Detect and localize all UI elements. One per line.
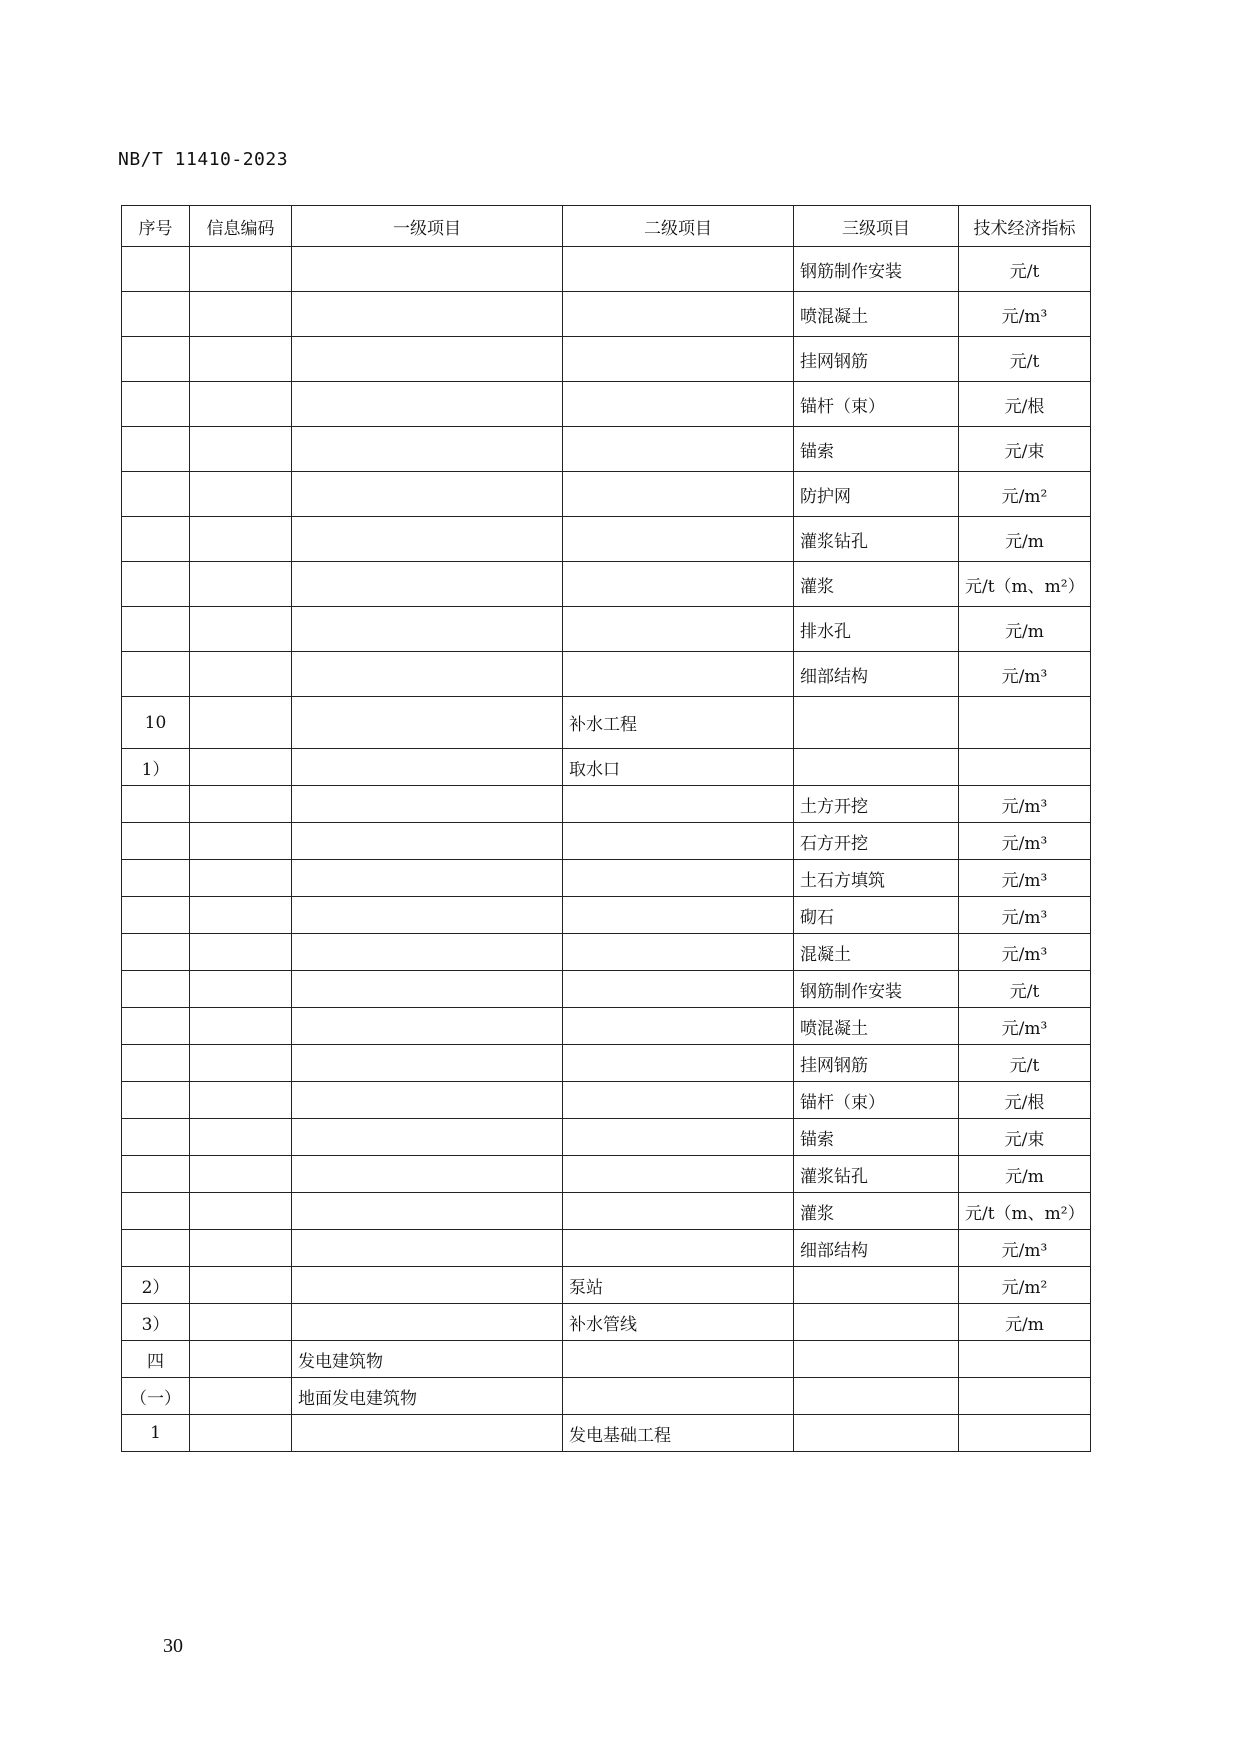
column-header-info-code: 信息编码 [190, 206, 292, 247]
cell-level1-item [292, 1230, 563, 1267]
table-row [122, 1045, 1091, 1082]
cell-seq-no: 四 [122, 1341, 190, 1378]
economic-indicator-table [121, 205, 1091, 1452]
table-row [122, 1082, 1091, 1119]
cell-level1-item [292, 749, 563, 786]
cell-tech-econ-indicator: 元/m³ [959, 1230, 1091, 1267]
cell-level2-item: 取水口 [563, 749, 794, 786]
cell-tech-econ-indicator: 元/t [959, 971, 1091, 1008]
cell-info-code [190, 1378, 292, 1415]
cell-level1-item [292, 1082, 563, 1119]
cell-seq-no [122, 517, 190, 562]
table-row [122, 1156, 1091, 1193]
cell-tech-econ-indicator: 元/m [959, 1304, 1091, 1341]
cell-level1-item [292, 472, 563, 517]
page-number: 30 [163, 1635, 183, 1657]
cell-seq-no [122, 562, 190, 607]
table-row [122, 1267, 1091, 1304]
cell-seq-no [122, 1119, 190, 1156]
cell-level3-item: 灌浆 [794, 1193, 959, 1230]
cell-level3-item: 防护网 [794, 472, 959, 517]
cell-level3-item: 灌浆 [794, 562, 959, 607]
cell-level3-item: 挂网钢筋 [794, 1045, 959, 1082]
cell-info-code [190, 749, 292, 786]
cell-tech-econ-indicator: 元/m³ [959, 860, 1091, 897]
cell-level3-item [794, 749, 959, 786]
cell-seq-no: 1） [122, 749, 190, 786]
cell-level3-item [794, 1378, 959, 1415]
cell-level1-item [292, 247, 563, 292]
cell-tech-econ-indicator: 元/束 [959, 1119, 1091, 1156]
cell-level3-item: 喷混凝土 [794, 1008, 959, 1045]
cell-tech-econ-indicator: 元/束 [959, 427, 1091, 472]
cell-level3-item: 土方开挖 [794, 786, 959, 823]
cell-info-code [190, 472, 292, 517]
cell-info-code [190, 786, 292, 823]
cell-level3-item [794, 1304, 959, 1341]
cell-tech-econ-indicator [959, 697, 1091, 749]
cell-tech-econ-indicator [959, 1415, 1091, 1452]
cell-level3-item: 锚杆（束） [794, 382, 959, 427]
cell-tech-econ-indicator: 元/m³ [959, 292, 1091, 337]
cell-level3-item [794, 1341, 959, 1378]
cell-tech-econ-indicator: 元/m³ [959, 934, 1091, 971]
cell-info-code [190, 1193, 292, 1230]
cell-level1-item [292, 562, 563, 607]
cell-level1-item [292, 1156, 563, 1193]
cell-level1-item [292, 607, 563, 652]
cell-level3-item: 排水孔 [794, 607, 959, 652]
cell-level1-item [292, 652, 563, 697]
cell-level2-item [563, 934, 794, 971]
cell-tech-econ-indicator: 元/t [959, 337, 1091, 382]
cell-tech-econ-indicator: 元/m³ [959, 823, 1091, 860]
cell-info-code [190, 427, 292, 472]
cell-info-code [190, 562, 292, 607]
cell-level3-item: 钢筋制作安装 [794, 971, 959, 1008]
cell-level2-item [563, 1119, 794, 1156]
cell-level2-item [563, 1082, 794, 1119]
cell-seq-no: 1 [122, 1415, 190, 1452]
cell-level1-item [292, 971, 563, 1008]
cell-level1-item [292, 1193, 563, 1230]
cell-seq-no [122, 292, 190, 337]
cell-level2-item [563, 427, 794, 472]
cell-seq-no [122, 652, 190, 697]
cell-tech-econ-indicator: 元/t [959, 247, 1091, 292]
cell-level3-item: 细部结构 [794, 1230, 959, 1267]
cell-level2-item [563, 823, 794, 860]
cell-level3-item [794, 1267, 959, 1304]
cell-info-code [190, 1341, 292, 1378]
cell-seq-no [122, 1230, 190, 1267]
cell-level3-item: 灌浆钻孔 [794, 1156, 959, 1193]
cell-level2-item [563, 1156, 794, 1193]
table-row [122, 652, 1091, 697]
cell-level3-item: 锚杆（束） [794, 1082, 959, 1119]
cell-level2-item [563, 1008, 794, 1045]
cell-level3-item [794, 1415, 959, 1452]
cell-tech-econ-indicator: 元/t [959, 1045, 1091, 1082]
cell-level3-item: 挂网钢筋 [794, 337, 959, 382]
cell-seq-no [122, 1008, 190, 1045]
cell-level2-item [563, 292, 794, 337]
cell-info-code [190, 1008, 292, 1045]
table-row [122, 934, 1091, 971]
table-row [122, 697, 1091, 749]
cell-seq-no [122, 860, 190, 897]
cell-seq-no [122, 823, 190, 860]
cell-info-code [190, 1082, 292, 1119]
column-header-tech-econ-indicator: 技术经济指标 [959, 206, 1091, 247]
cell-level1-item: 地面发电建筑物 [292, 1378, 563, 1415]
cell-info-code [190, 823, 292, 860]
cell-level2-item [563, 1378, 794, 1415]
cell-level1-item [292, 1045, 563, 1082]
cell-level1-item [292, 897, 563, 934]
cell-level2-item: 发电基础工程 [563, 1415, 794, 1452]
cell-level1-item [292, 337, 563, 382]
table-row [122, 897, 1091, 934]
cell-seq-no [122, 934, 190, 971]
cell-info-code [190, 247, 292, 292]
cell-seq-no [122, 247, 190, 292]
cell-seq-no [122, 607, 190, 652]
cell-tech-econ-indicator: 元/根 [959, 382, 1091, 427]
table-row [122, 427, 1091, 472]
cell-seq-no: 3） [122, 1304, 190, 1341]
table-row [122, 472, 1091, 517]
cell-level3-item: 锚索 [794, 427, 959, 472]
cell-level1-item [292, 697, 563, 749]
cell-level2-item [563, 971, 794, 1008]
cell-level1-item [292, 934, 563, 971]
cell-level3-item: 锚索 [794, 1119, 959, 1156]
table-row [122, 607, 1091, 652]
cell-seq-no [122, 971, 190, 1008]
cell-info-code [190, 897, 292, 934]
cell-info-code [190, 337, 292, 382]
cell-tech-econ-indicator: 元/t（m、m²） [959, 1193, 1091, 1230]
cell-seq-no [122, 786, 190, 823]
table-row [122, 1341, 1091, 1378]
cell-info-code [190, 382, 292, 427]
cell-info-code [190, 652, 292, 697]
cell-tech-econ-indicator: 元/m² [959, 1267, 1091, 1304]
cell-info-code [190, 292, 292, 337]
cell-info-code [190, 934, 292, 971]
cell-tech-econ-indicator: 元/t（m、m²） [959, 562, 1091, 607]
table-row [122, 971, 1091, 1008]
cell-level3-item: 砌石 [794, 897, 959, 934]
cell-tech-econ-indicator [959, 749, 1091, 786]
cell-tech-econ-indicator: 元/m³ [959, 1008, 1091, 1045]
cell-level2-item [563, 652, 794, 697]
table-row [122, 1415, 1091, 1452]
cell-tech-econ-indicator: 元/m³ [959, 897, 1091, 934]
cell-level3-item: 喷混凝土 [794, 292, 959, 337]
table-row [122, 860, 1091, 897]
cell-info-code [190, 697, 292, 749]
cell-info-code [190, 1045, 292, 1082]
cell-level1-item [292, 292, 563, 337]
cell-level2-item: 补水工程 [563, 697, 794, 749]
cell-tech-econ-indicator [959, 1341, 1091, 1378]
cell-info-code [190, 607, 292, 652]
table-row [122, 517, 1091, 562]
cell-tech-econ-indicator: 元/m [959, 607, 1091, 652]
column-header-level2-item: 二级项目 [563, 206, 794, 247]
column-header-level3-item: 三级项目 [794, 206, 959, 247]
table-row [122, 292, 1091, 337]
cell-level3-item [794, 697, 959, 749]
cell-level1-item [292, 1304, 563, 1341]
table-row [122, 337, 1091, 382]
table-row [122, 1230, 1091, 1267]
cell-level1-item [292, 1267, 563, 1304]
table-row [122, 247, 1091, 292]
cell-seq-no [122, 1045, 190, 1082]
table-row [122, 786, 1091, 823]
document-code: NB/T 11410-2023 [118, 149, 289, 170]
cell-info-code [190, 1230, 292, 1267]
table-row [122, 382, 1091, 427]
table-header-row [122, 206, 1091, 247]
cell-level2-item [563, 1230, 794, 1267]
cell-level3-item: 灌浆钻孔 [794, 517, 959, 562]
cell-info-code [190, 1267, 292, 1304]
cell-seq-no [122, 472, 190, 517]
cell-level2-item [563, 472, 794, 517]
cell-seq-no [122, 1193, 190, 1230]
cell-level2-item: 补水管线 [563, 1304, 794, 1341]
table-row [122, 1378, 1091, 1415]
cell-info-code [190, 1415, 292, 1452]
cell-info-code [190, 517, 292, 562]
cell-level1-item [292, 1119, 563, 1156]
cell-tech-econ-indicator: 元/m³ [959, 786, 1091, 823]
cell-seq-no: （一） [122, 1378, 190, 1415]
cell-level2-item: 泵站 [563, 1267, 794, 1304]
cell-seq-no: 2） [122, 1267, 190, 1304]
cell-level1-item [292, 1415, 563, 1452]
cell-level2-item [563, 562, 794, 607]
cell-seq-no [122, 337, 190, 382]
table-row [122, 1304, 1091, 1341]
cell-level2-item [563, 337, 794, 382]
cell-level1-item [292, 860, 563, 897]
table-row [122, 749, 1091, 786]
cell-level2-item [563, 1341, 794, 1378]
cell-level1-item [292, 382, 563, 427]
cell-seq-no [122, 1156, 190, 1193]
cell-level2-item [563, 382, 794, 427]
cell-level3-item: 石方开挖 [794, 823, 959, 860]
column-header-level1-item: 一级项目 [292, 206, 563, 247]
cell-level2-item [563, 607, 794, 652]
cell-level1-item [292, 427, 563, 472]
cell-level3-item: 混凝土 [794, 934, 959, 971]
cell-level2-item [563, 1045, 794, 1082]
cell-level2-item [563, 897, 794, 934]
table-row [122, 1193, 1091, 1230]
cell-seq-no [122, 382, 190, 427]
cell-tech-econ-indicator [959, 1378, 1091, 1415]
cell-tech-econ-indicator: 元/根 [959, 1082, 1091, 1119]
table-row [122, 823, 1091, 860]
cell-tech-econ-indicator: 元/m [959, 1156, 1091, 1193]
cell-level2-item [563, 786, 794, 823]
cell-seq-no [122, 427, 190, 472]
cell-tech-econ-indicator: 元/m³ [959, 652, 1091, 697]
cell-level3-item: 细部结构 [794, 652, 959, 697]
cell-info-code [190, 971, 292, 1008]
cell-level2-item [563, 517, 794, 562]
cell-info-code [190, 860, 292, 897]
cell-level3-item: 土石方填筑 [794, 860, 959, 897]
cell-tech-econ-indicator: 元/m [959, 517, 1091, 562]
cell-seq-no [122, 897, 190, 934]
cell-info-code [190, 1304, 292, 1341]
table-row [122, 1119, 1091, 1156]
cell-level3-item: 钢筋制作安装 [794, 247, 959, 292]
cell-level2-item [563, 860, 794, 897]
cell-level1-item [292, 1008, 563, 1045]
table-row [122, 562, 1091, 607]
table-row [122, 1008, 1091, 1045]
cell-info-code [190, 1119, 292, 1156]
cell-level2-item [563, 247, 794, 292]
cell-info-code [190, 1156, 292, 1193]
column-header-seq-no: 序号 [122, 206, 190, 247]
cell-tech-econ-indicator: 元/m² [959, 472, 1091, 517]
cell-seq-no [122, 1082, 190, 1119]
cell-level1-item [292, 823, 563, 860]
cell-level1-item [292, 786, 563, 823]
cell-seq-no: 10 [122, 697, 190, 749]
cell-level1-item: 发电建筑物 [292, 1341, 563, 1378]
cell-level1-item [292, 517, 563, 562]
cell-level2-item [563, 1193, 794, 1230]
